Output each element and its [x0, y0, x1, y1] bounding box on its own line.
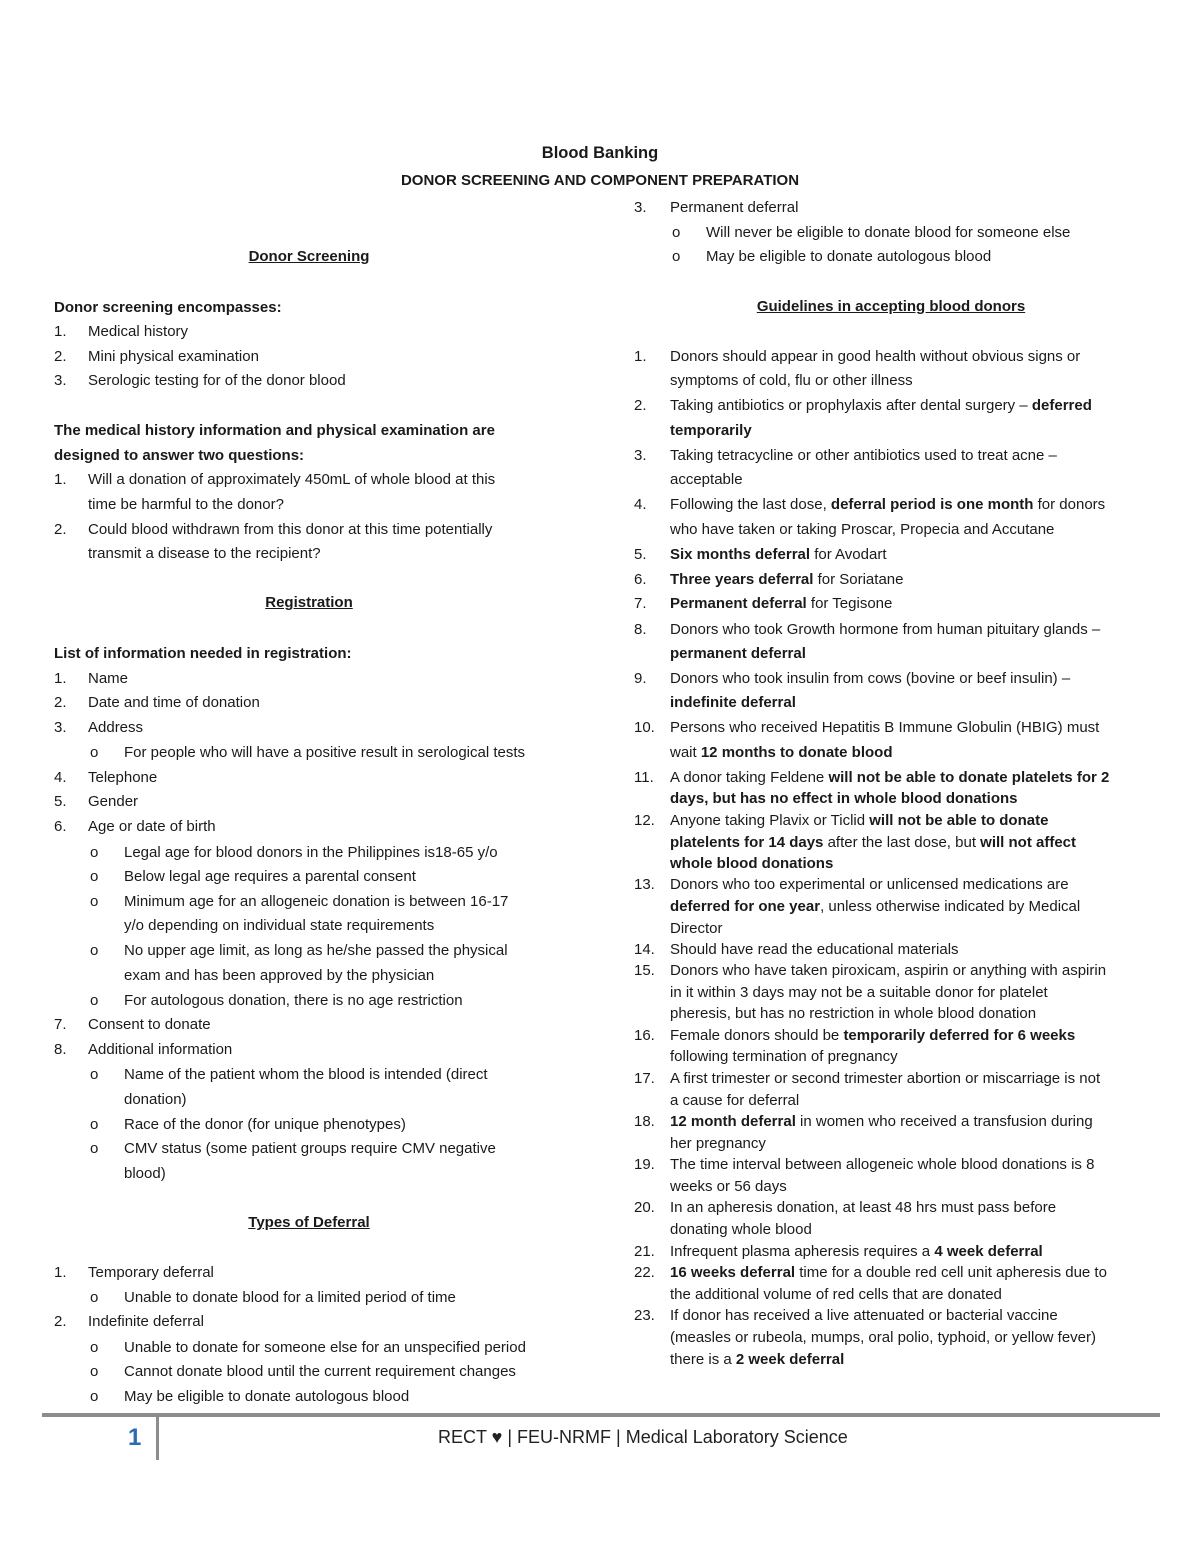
footer-rule	[42, 1413, 1160, 1417]
questions-intro: designed to answer two questions:	[54, 447, 305, 464]
heading-registration: Registration	[265, 594, 353, 611]
document-title: Blood Banking	[541, 144, 659, 162]
footer-text: RECT ♥ | FEU-NRMF | Medical Laboratory Science	[438, 1427, 848, 1447]
document-page: Blood Banking DONOR SCREENING AND COMPONENT PREPARATION Donor Screening Donor screening encompasses: 1. Medical history 2. Mini physical examination 3. Serologic testing for of the donor blood The medical history information and physical examination are designed to answer two questions: 1. Will a donation of approximately 450mL of whole blood at this time be harmful to the donor? 2. Could blood withdrawn from this donor at this time potentially transmit a disease to the recipient? Registration List of information needed in registration: 1. Name 2. Date and time of donation 3. Address o For people who will have a positive result in serological tests 4. Telephone 5. Gender 6. Age or date of birth o Legal age for blood donors in the Philippines is18-65 y/o o Below legal age requires a parental consent o Minimum age for an allogeneic donation is between 16-17 y/o depending on individual state requirements o No upper age limit, as long as he/she passed the physical exam and has been approved by the physician o For autologous donation, there is no age restriction 7. Consent to donate 8. Additional information o Name of the patient whom the blood is intended (direct donation) o Race of the donor (for unique phenotypes) o CMV status (some patient groups require CMV negative blood) Types of Deferral 1. Temporary deferral o Unable to donate blood for a limited period of time 2. Indefinite deferral o Unable to donate for someone else for an unspecified period o Cannot donate blood until the current requirement changes o May be eligible to donate autologous blood 3. Permanent deferral o Will never be eligible to donate blood for someone else o May be eligible to donate autologous blood Guidelines in accepting blood donors 1. Donors should appear in good health without obvious signs or symptoms of cold, flu or other illness 2. Taking antibiotics or prophylaxis after dental surgery – deferred temporarily 3. Taking tetracycline or other antibiotics used to treat acne – acceptable 4. Following the last dose, deferral period is one month for donors who have taken or taking Proscar, Propecia and Accutane 5. Six months deferral for Avodart 6. Three years deferral for Soriatane 7. Permanent deferral for Tegisone 8. Donors who took Growth hormone from human pituitary glands – permanent deferral 9. Donors who took insulin from cows (bovine or beef insulin) – indefinite deferral 10. Persons who received Hepatitis B Immune Globulin (HBIG) must wait 12 months to donate blood 11. A donor taking Feldene will not be able to donate platelets for 2 days, but has no effect in whole blood donations 12. Anyone taking Plavix or Ticlid will not be able to donate platelents for 14 days after the last dose, but will not affect whole blood donations 13. Donors who too experimental or unlicensed medications are deferred for one year, unless otherwise indicated by Medical Director 14. Should have read the educational materials 15. Donors who have taken piroxicam, aspirin or anything with aspirin in it within 3 days may not be a suitable donor for platelet pheresis, but has no restriction in whole blood donation 16. Female donors should be temporarily deferred for 6 weeks following termination of pregnancy 17. A first trimester or second trimester abortion or miscarriage is not a cause for deferral 18. 12 month deferral in women who received a transfusion during her pregnancy 19. The time interval between allogeneic whole blood donations is 8 weeks or 56 days 20. In an apheresis donation, at least 48 hrs must pass before donating whole blood 21. Infrequent plasma apheresis requires a 4 week deferral 22. 16 weeks deferral time for a double red cell unit apheresis due to the additional volume of red cells that are donated 23. If donor has received a live attenuated or bacterial vaccine (measles or rubeola, mumps, oral polio, typhoid, or yellow fever) there is a 2 week deferral 1 RECT ♥ | FEU-NRMF | Medical Laboratory Science	[0, 0, 1200, 1553]
heading-guidelines: Guidelines in accepting blood donors	[756, 298, 1026, 315]
registration-label: List of information needed in registration:	[54, 645, 352, 662]
footer-divider	[156, 1417, 159, 1460]
page-number: 1	[128, 1424, 142, 1451]
document-subtitle: DONOR SCREENING AND COMPONENT PREPARATION	[400, 172, 800, 189]
heading-types-of-deferral: Types of Deferral	[248, 1214, 370, 1231]
encompasses-label: Donor screening encompasses:	[54, 299, 282, 316]
heading-donor-screening: Donor Screening	[248, 248, 370, 265]
questions-intro: The medical history information and physical examination are	[54, 422, 495, 439]
